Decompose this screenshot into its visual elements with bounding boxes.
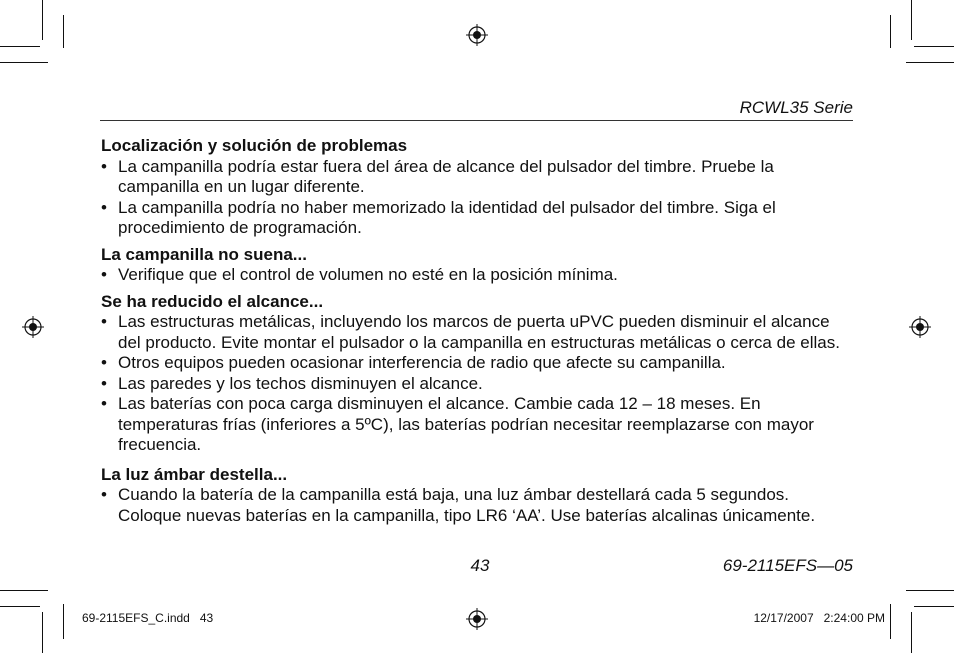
registration-mark-icon xyxy=(22,316,44,338)
section-spacer xyxy=(101,456,853,465)
crop-mark xyxy=(890,604,891,639)
section-heading: Se ha reducido el alcance... xyxy=(101,291,324,311)
series-title: RCWL35 Serie xyxy=(739,98,853,117)
registration-mark-icon xyxy=(909,316,931,338)
document-code: 69-2115EFS—05 xyxy=(722,556,853,575)
list-item: • La campanilla podría no haber memorizado la identidad del pulsador del timbre. Siga el procedimiento de programación. xyxy=(101,198,853,239)
list-item: • Verifique que el control de volumen no esté en la posición mínima. xyxy=(101,265,853,286)
crop-mark xyxy=(914,46,954,47)
registration-mark-icon xyxy=(466,24,488,46)
registration-mark-icon xyxy=(466,608,488,630)
slug-filename: 69-2115EFS_C.indd 43 xyxy=(82,611,214,625)
crop-mark xyxy=(890,15,891,48)
crop-mark xyxy=(0,590,48,591)
crop-mark xyxy=(0,62,48,63)
crop-mark xyxy=(42,612,43,653)
crop-mark xyxy=(911,612,912,653)
slug-timestamp: 12/17/2007 2:24:00 PM xyxy=(753,611,885,625)
crop-mark xyxy=(906,62,954,63)
crop-mark xyxy=(63,15,64,48)
list-item: • Cuando la batería de la campanilla está baja, una luz ámbar destellará cada 5 segundos. Coloque nuevas baterías en la campanilla, tipo LR6 ‘AA’. Use baterías alcalinas únicamente. xyxy=(101,485,853,526)
header-rule xyxy=(100,120,853,121)
section-heading: La luz ámbar destella... xyxy=(101,464,288,484)
list-item: • Otros equipos pueden ocasionar interferencia de radio que afecte su campanilla. xyxy=(101,353,853,374)
section-heading: Localización y solución de problemas xyxy=(101,136,408,155)
page-number: 43 xyxy=(470,556,490,575)
crop-mark xyxy=(0,46,40,47)
crop-mark xyxy=(0,606,40,607)
list-item: • La campanilla podría estar fuera del área de alcance del pulsador del timbre. Pruebe la campanilla en un lugar diferente. xyxy=(101,157,853,198)
crop-mark xyxy=(914,606,954,607)
crop-mark xyxy=(906,590,954,591)
crop-mark xyxy=(42,0,43,40)
crop-mark xyxy=(911,0,912,40)
manual-content xyxy=(101,136,853,526)
section-heading: La campanilla no suena... xyxy=(101,244,307,264)
list-item: • Las paredes y los techos disminuyen el alcance. xyxy=(101,374,853,395)
list-item: • Las baterías con poca carga disminuyen el alcance. Cambie cada 12 – 18 meses. En temperaturas frías (inferiores a 5ºC), las baterías podrían necesitar reemplazarse con mayor frecuencia. xyxy=(101,394,853,456)
list-item: • Las estructuras metálicas, incluyendo los marcos de puerta uPVC pueden disminuir el alcance del producto. Evite montar el pulsador o la campanilla en estructuras metálicas o cerca de ellas. xyxy=(101,312,853,353)
crop-mark xyxy=(63,604,64,639)
